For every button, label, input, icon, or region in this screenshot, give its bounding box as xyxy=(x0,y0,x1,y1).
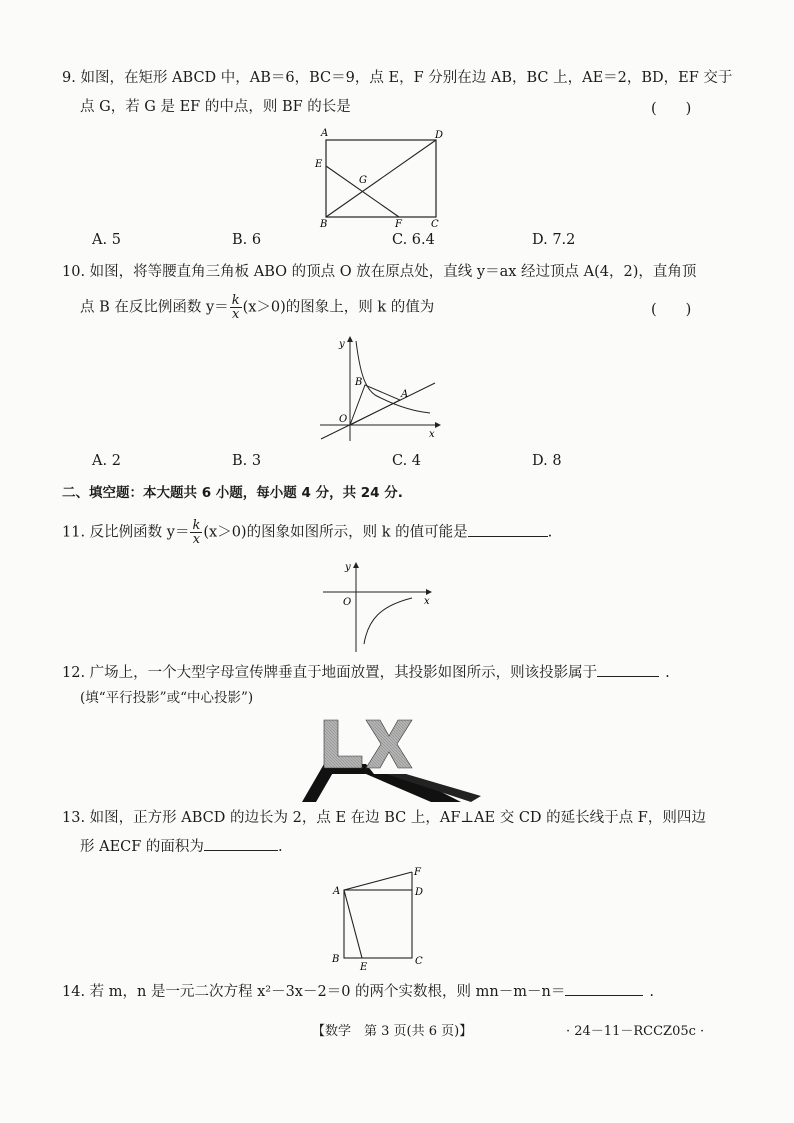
label-y: y xyxy=(345,562,351,573)
segment-af xyxy=(344,872,412,890)
diagonal-bd xyxy=(326,140,436,217)
label-c: C xyxy=(415,956,423,967)
hyperbola-curve xyxy=(356,341,430,413)
y-axis-arrow xyxy=(347,336,353,342)
label-x: x xyxy=(429,429,435,440)
label-f: F xyxy=(395,219,402,230)
q9-option-b: B. 6 xyxy=(232,232,262,248)
label-a: A xyxy=(401,389,409,400)
label-b: B xyxy=(320,219,328,230)
q10-line2-pre: 点 B 在反比例函数 y＝ xyxy=(80,299,229,316)
label-c: C xyxy=(431,219,439,230)
q10-option-a: A. 2 xyxy=(92,453,121,469)
section-heading-fill-in: 二、填空题：本大题共 6 小题，每小题 4 分，共 24 分. xyxy=(62,485,403,501)
q11-end: . xyxy=(547,524,553,541)
q12-text: 12. 广场上，一个大型字母宣传牌垂直于地面放置，其投影如图所示，则该投影属于 xyxy=(62,665,598,681)
q13-line2 xyxy=(80,836,283,857)
q9-line1: 9. 如图，在矩形 ABCD 中，AB＝6，BC＝9，点 E，F 分别在边 AB，BC 上，AE＝2，BD，EF 交于 xyxy=(62,70,733,86)
y-axis-arrow xyxy=(353,562,359,568)
q10-option-b: B. 3 xyxy=(232,453,262,469)
q9-line2: 点 G，若 G 是 EF 的中点，则 BF 的长是 xyxy=(80,99,351,115)
label-g: G xyxy=(359,175,367,186)
q11-line xyxy=(62,519,552,546)
q9-option-c: C. 6.4 xyxy=(392,232,435,248)
label-o: O xyxy=(339,414,348,425)
q11-fraction xyxy=(190,519,202,546)
q14-end: . xyxy=(649,984,654,1000)
letter-l-board xyxy=(324,720,362,768)
letter-x-board xyxy=(366,720,412,768)
square-abcd xyxy=(344,890,412,958)
q10-frac-den: x xyxy=(231,307,240,322)
q10-function-figure xyxy=(315,333,445,445)
x-axis-arrow xyxy=(426,589,432,595)
label-e: E xyxy=(315,159,323,170)
q10-option-c: C. 4 xyxy=(392,453,422,469)
q10-line1: 10. 如图，将等腰直角三角板 ABO 的顶点 O 放在原点处，直线 y＝ax 经过顶点 A(4，2)，直角顶 xyxy=(62,264,697,280)
q13-answer-blank[interactable] xyxy=(204,836,278,851)
label-b: B xyxy=(355,377,363,388)
triangle-abo xyxy=(350,385,400,425)
label-d: D xyxy=(415,887,424,898)
q11-post: (x＞0)的图象如图所示，则 k 的值可能是 xyxy=(203,524,468,541)
q10-option-d: D. 8 xyxy=(532,453,562,469)
q9-rectangle-figure xyxy=(310,126,450,230)
footer-page-info: 【数学 第 3 页(共 6 页)】 xyxy=(312,1024,473,1039)
label-a: A xyxy=(321,128,329,139)
q10-answer-paren: ( ) xyxy=(651,302,692,318)
label-x: x xyxy=(424,596,430,607)
hyperbola-branch xyxy=(364,598,412,644)
q12-answer-blank[interactable] xyxy=(597,662,659,677)
q10-line2 xyxy=(80,294,434,321)
label-a: A xyxy=(333,886,341,897)
q13-text: 形 AECF 的面积为 xyxy=(80,839,204,855)
q12-projection-figure xyxy=(296,714,486,804)
label-o: O xyxy=(343,597,352,608)
q14-line xyxy=(62,981,654,1002)
q10-fraction xyxy=(230,294,242,321)
q13-end: . xyxy=(277,839,283,855)
segment-ae xyxy=(344,890,362,958)
q12-line2: (填“平行投影”或“中心投影”) xyxy=(80,690,254,706)
q14-text: 14. 若 m，n 是一元二次方程 x²－3x－2＝0 的两个实数根，则 mn－m－n＝ xyxy=(62,984,566,1000)
q11-graph-figure xyxy=(318,560,438,654)
q11-pre: 11. 反比例函数 y＝ xyxy=(62,524,190,541)
label-y: y xyxy=(339,339,345,350)
q13-line1: 13. 如图，正方形 ABCD 的边长为 2，点 E 在边 BC 上，AF⊥AE 交 CD 的延长线于点 F，则四边 xyxy=(62,810,706,826)
q9-option-a: A. 5 xyxy=(92,232,121,248)
x-axis-arrow xyxy=(435,422,441,428)
q12-end: . xyxy=(665,665,670,681)
q11-frac-num: k xyxy=(192,518,201,533)
label-d: D xyxy=(435,130,444,141)
q10-line2-post: (x＞0)的图象上，则 k 的值为 xyxy=(242,299,435,316)
q13-square-figure xyxy=(328,864,432,974)
q11-frac-den: x xyxy=(192,532,201,547)
label-f: F xyxy=(414,867,421,878)
q9-answer-paren: ( ) xyxy=(651,101,692,117)
footer-code: · 24－11－RCCZ05c · xyxy=(566,1024,705,1039)
q14-answer-blank[interactable] xyxy=(565,981,643,996)
q10-frac-num: k xyxy=(231,293,240,308)
label-b: B xyxy=(332,954,340,965)
q12-line1 xyxy=(62,662,670,683)
q9-option-d: D. 7.2 xyxy=(532,232,576,248)
q11-answer-blank[interactable] xyxy=(468,522,548,537)
label-e: E xyxy=(360,962,368,973)
